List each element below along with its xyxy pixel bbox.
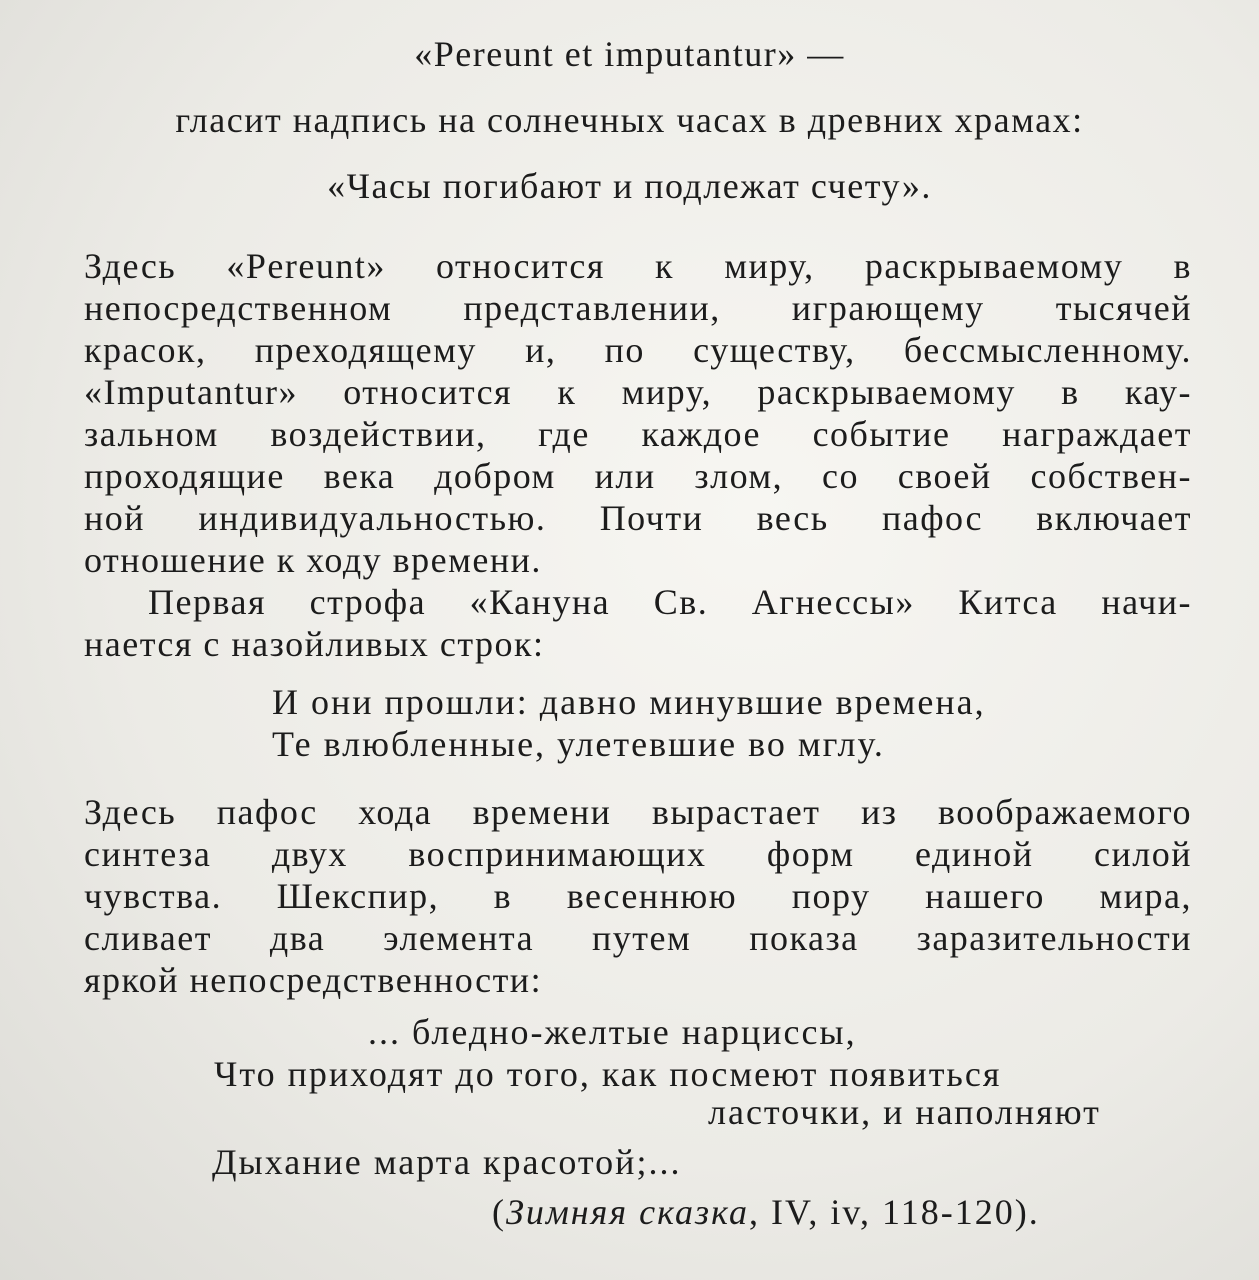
text-line: Здесь «Pereunt» относится к миру, раскрываемому в	[84, 246, 1192, 286]
text-line: красок, преходящему и, по существу, бессмысленному.	[84, 330, 1192, 370]
citation-work: Зимняя сказка	[506, 1192, 750, 1232]
verse-line: Те влюбленные, улетевшие во мглу.	[272, 724, 885, 764]
verse-line: Дыхание марта красотой;...	[212, 1142, 682, 1182]
text-line: яркой непосредственности:	[84, 960, 543, 1000]
text-line: зальном воздействии, где каждое событие награждает	[84, 414, 1192, 454]
verse-line: ласточки, и наполняют	[708, 1092, 1101, 1132]
text-line: Здесь пафос хода времени вырастает из воображаемого	[84, 792, 1192, 832]
text-line: нается с назойливых строк:	[84, 624, 545, 664]
text-line: ной индивидуальностью. Почти весь пафос включает	[84, 498, 1192, 538]
text-line: проходящие века добром или злом, со своей собствен-	[84, 456, 1192, 496]
epigraph-line-3: «Часы погибают и подлежат счету».	[327, 166, 932, 206]
text-line: Первая строфа «Кануна Св. Агнессы» Китса начи-	[148, 582, 1192, 622]
text-line: синтеза двух воспринимающих форм единой силой	[84, 834, 1192, 874]
text-line: непосредственном представлении, играющему тысячей	[84, 288, 1192, 328]
citation-ref: , IV, iv, 118-120).	[749, 1192, 1040, 1232]
verse-line: Что приходят до того, как посмеют появиться	[214, 1054, 1002, 1094]
citation-open: (	[492, 1192, 506, 1232]
epigraph-line-2: гласит надпись на солнечных часах в древних храмах:	[175, 100, 1084, 140]
verse-line: ... бледно-желтые нарциссы,	[368, 1012, 857, 1052]
text-line: отношение к ходу времени.	[84, 540, 542, 580]
text-line: сливает два элемента путем показа заразительности	[84, 918, 1192, 958]
epigraph-latin: «Pereunt et imputantur» —	[414, 34, 845, 74]
citation	[492, 1190, 1040, 1234]
text-line: чувства. Шекспир, в весеннюю пору нашего мира,	[84, 876, 1192, 916]
text-line: «Imputantur» относится к миру, раскрываемому в кау-	[84, 372, 1192, 412]
verse-line: И они прошли: давно минувшие времена,	[272, 682, 986, 722]
